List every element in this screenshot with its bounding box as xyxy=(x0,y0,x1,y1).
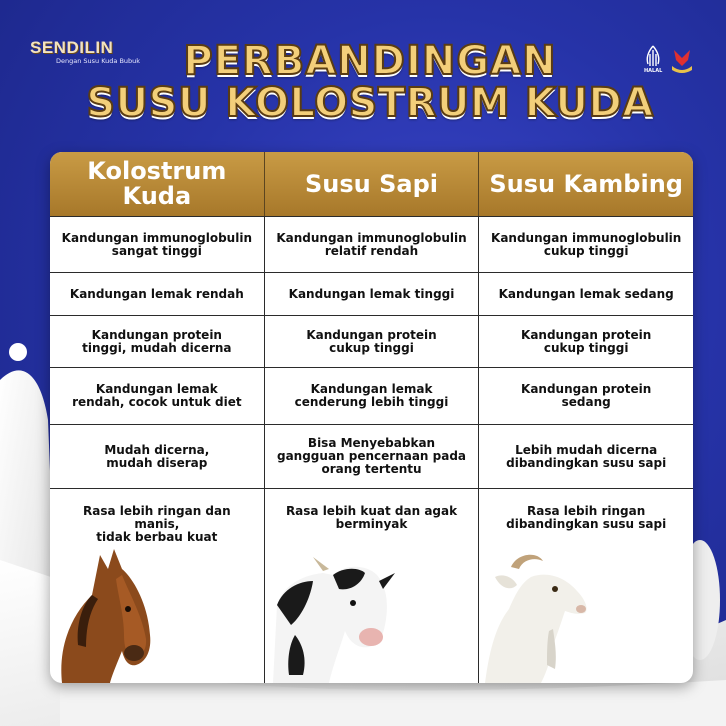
table-row xyxy=(50,488,693,683)
table-cell: Rasa lebih kuat dan agak berminyak xyxy=(265,489,480,683)
cow-image xyxy=(273,545,403,683)
goat-image xyxy=(481,543,601,683)
umkm-logo-icon xyxy=(670,46,694,74)
brand-name: SENDILIN xyxy=(30,38,114,57)
table-cell: Bisa Menyebabkan gangguan pencernaan pada orang tertentu xyxy=(265,425,480,488)
table-cell: Kandungan protein tinggi, mudah dicerna xyxy=(50,316,265,367)
table-header xyxy=(50,152,693,216)
comparison-table xyxy=(50,152,693,683)
table-cell: Kandungan lemak sedang xyxy=(498,286,674,301)
halal-logo-label: HALAL xyxy=(644,68,663,74)
table-cell: Kandungan protein cukup tinggi xyxy=(265,316,480,367)
table-cell: Kandungan lemak tinggi xyxy=(265,273,480,315)
table-cell: Kandungan protein sedang xyxy=(521,382,652,409)
header-kolostrum-kuda: Kolostrum Kuda xyxy=(50,152,265,216)
header-susu-kambing: Susu Kambing xyxy=(489,169,683,198)
table-cell: Kandungan immunoglobulin relatif rendah xyxy=(265,217,480,272)
table-cell: Rasa lebih ringan dibandingkan susu sapi xyxy=(479,489,693,683)
table-cell: Kandungan lemak cenderung lebih tinggi xyxy=(265,368,480,424)
header-susu-sapi: Susu Sapi xyxy=(265,152,480,216)
table-row xyxy=(50,272,693,315)
horse-image xyxy=(52,535,162,683)
table-cell: Kandungan lemak rendah xyxy=(50,273,265,315)
title-line-1: PERBANDINGAN xyxy=(183,38,557,84)
table-row xyxy=(50,424,693,488)
table-cell: Lebih mudah dicerna dibandingkan susu sapi xyxy=(506,442,667,470)
brand-tagline: Dengan Susu Kuda Bubuk xyxy=(56,57,141,65)
table-cell: Kandungan protein cukup tinggi xyxy=(521,327,652,355)
table-row xyxy=(50,315,693,367)
table-cell: Mudah dicerna, mudah diserap xyxy=(50,425,265,488)
page-title xyxy=(60,40,680,124)
table-cell: Rasa lebih ringan dan manis, tidak berbau kuat xyxy=(50,489,265,683)
table-cell: Kandungan lemak rendah, cocok untuk diet xyxy=(50,368,265,424)
table-cell: Kandungan immunoglobulin cukup tinggi xyxy=(491,230,682,258)
title-line-2: SUSU KOLOSTRUM KUDA xyxy=(86,80,654,126)
table-cell: Kandungan immunoglobulin sangat tinggi xyxy=(50,217,265,272)
table-row xyxy=(50,216,693,272)
table-row xyxy=(50,367,693,424)
